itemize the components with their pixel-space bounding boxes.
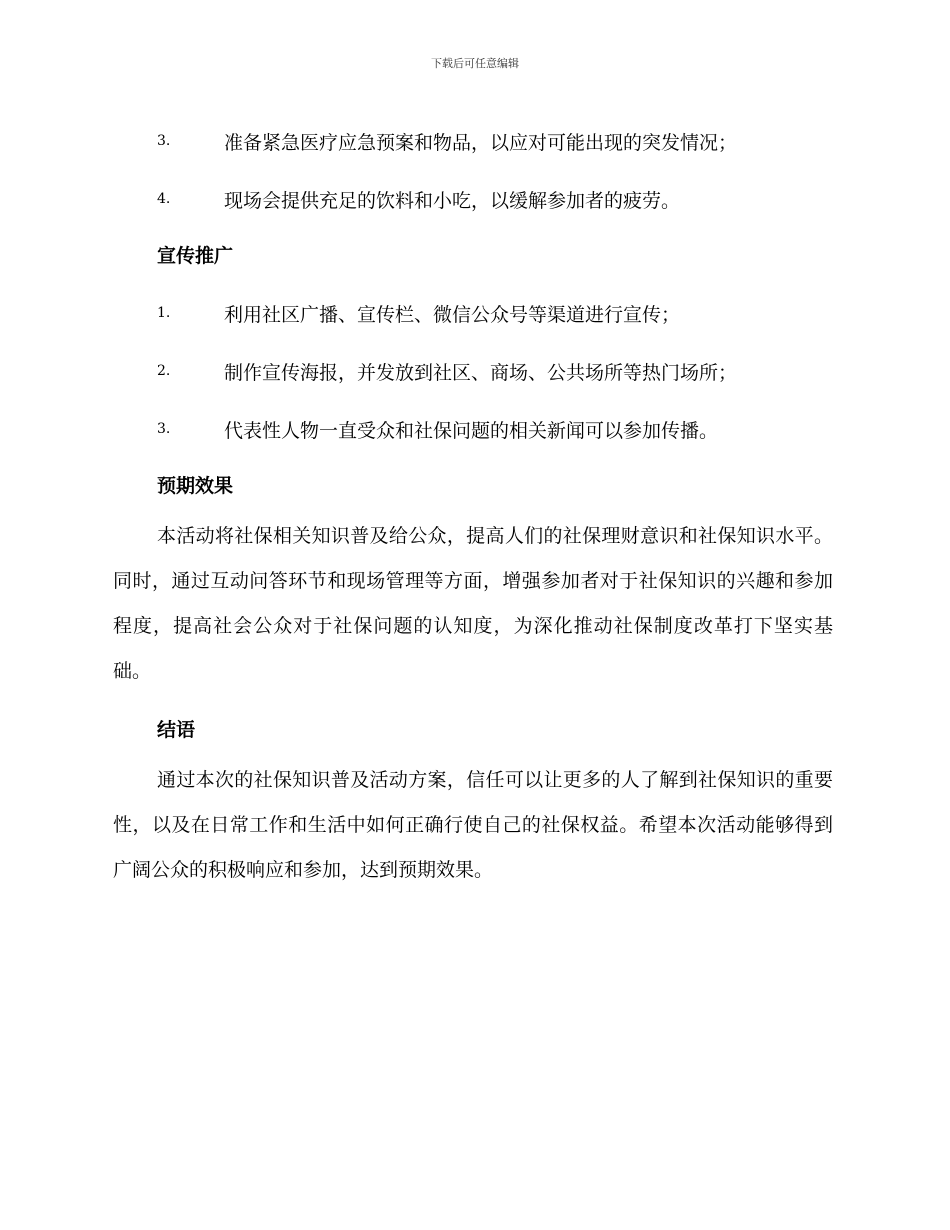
list-item xyxy=(113,400,833,458)
list-item xyxy=(113,284,833,342)
section-heading-conclusion: 结语 xyxy=(157,719,196,741)
list-item xyxy=(113,112,833,170)
list-text: 准备紧急医疗应急预案和物品，以应对可能出现的突发情况； xyxy=(224,131,738,154)
paragraph-conclusion: 通过本次的社保知识普及活动方案，信任可以让更多的人了解到社保知识的重要性，以及在日常工作和生活中如何正确行使自己的社保权益。希望本次活动能够得到广阔公众的积极响应和参加，达到预期效果。 xyxy=(113,769,833,881)
section-heading-expected-effect: 预期效果 xyxy=(157,475,234,497)
document-body xyxy=(113,112,833,893)
list-item xyxy=(113,342,833,400)
list-item xyxy=(113,170,833,228)
list-number: 2. xyxy=(157,363,171,379)
list-text: 代表性人物一直受众和社保问题的相关新闻可以参加传播。 xyxy=(224,419,719,442)
list-text: 利用社区广播、宣传栏、微信公众号等渠道进行宣传； xyxy=(224,303,681,326)
list-text: 制作宣传海报，并发放到社区、商场、公共场所等热门场所； xyxy=(224,361,738,384)
list-number: 1. xyxy=(157,305,171,321)
section-heading-promotion: 宣传推广 xyxy=(157,245,234,267)
page-header: 下载后可任意编辑 xyxy=(431,57,519,70)
list-number: 4. xyxy=(157,191,171,207)
list-text: 现场会提供充足的饮料和小吃，以缓解参加者的疲劳。 xyxy=(224,189,681,212)
list-number: 3. xyxy=(157,133,171,149)
paragraph-expected-effect: 本活动将社保相关知识普及给公众，提高人们的社保理财意识和社保知识水平。同时，通过互动问答环节和现场管理等方面，增强参加者对于社保知识的兴趣和参加程度，提高社会公众对于社保问题的认知度，为深化推动社保制度改革打下坚实基础。 xyxy=(113,525,833,682)
list-number: 3. xyxy=(157,421,171,437)
